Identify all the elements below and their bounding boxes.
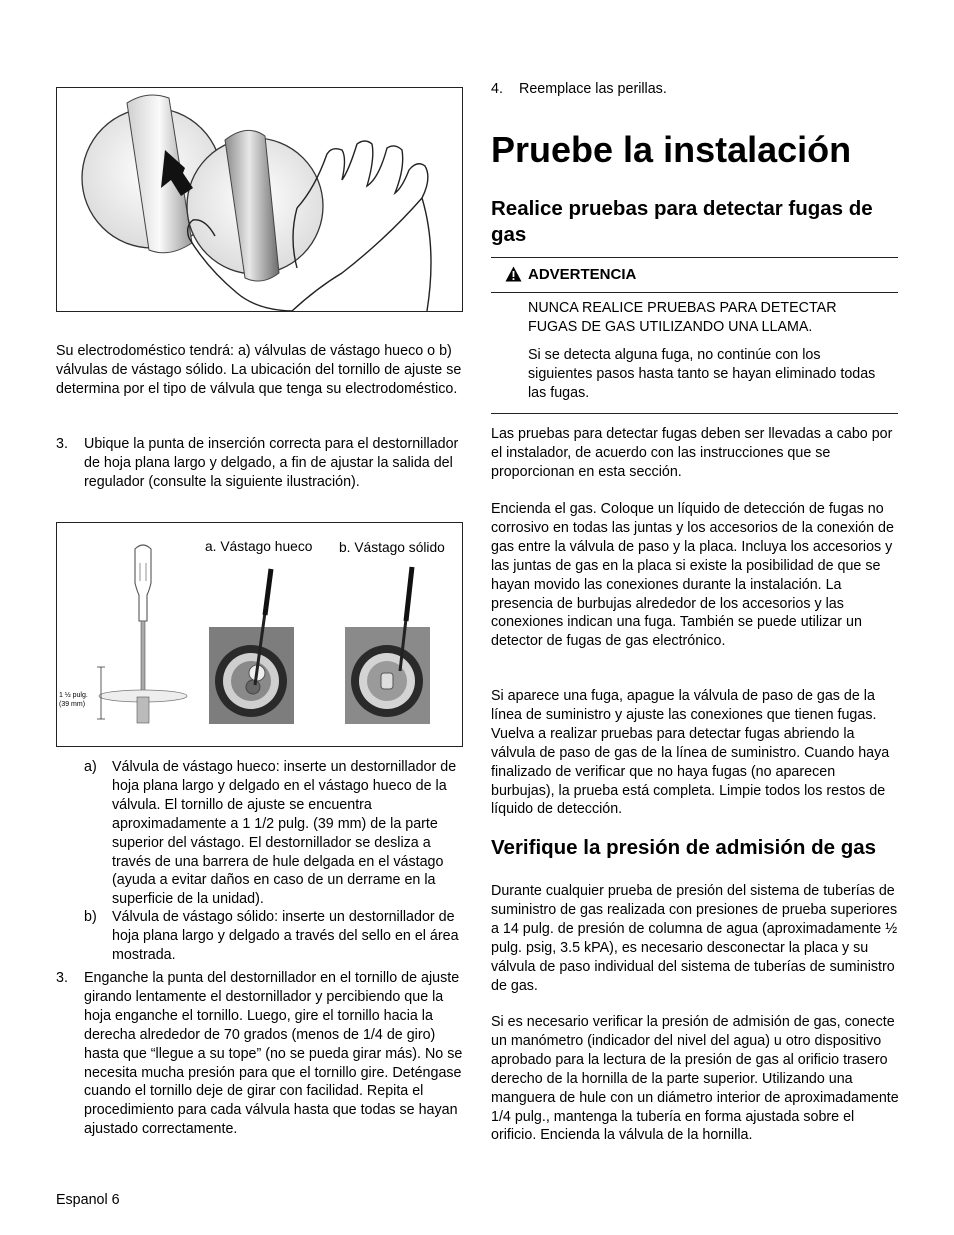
step-4-number: 4. bbox=[491, 81, 503, 97]
warning-top-rule bbox=[491, 257, 898, 258]
dimension-line-2: (39 mm) bbox=[59, 701, 86, 708]
knob-removal-illustration bbox=[57, 88, 462, 311]
valve-intro-paragraph: Su electrodoméstico tendrá: a) válvulas de vástago hueco o b) válvulas de vástago sólido. La ubicación del tornillo de ajuste se determina por el tipo de válvula que tenga su electrodoméstico. bbox=[56, 343, 462, 397]
item-a-letter: a) bbox=[84, 759, 97, 775]
warning-bottom-rule bbox=[491, 413, 898, 414]
warning-text-2: Si se detecta alguna fuga, no continúe con los siguientes pasos hasta tanto se hayan eliminado todas las fugas. bbox=[528, 347, 876, 401]
dimension-line-1: 1 ½ pulg. bbox=[59, 692, 88, 699]
gas-pressure-paragraph-1: Durante cualquier prueba de presión del sistema de tuberías de suministro de gas realizada con presiones de prueba superiores a 14 pulg. de presión de columna de agua (aproximadamente ½ pulg. psig, 3.5 kPA), es necesario desconectar la placa y su válvula de paso individual del sistema de tuberías de suministro de gas. bbox=[491, 883, 898, 994]
step-3b-number: 3. bbox=[56, 970, 68, 986]
item-b-text: Válvula de vástago sólido: inserte un destornillador de hoja plana largo y delgado a través del sello en el área mostrada. bbox=[112, 909, 459, 963]
screwdriver-illustration bbox=[57, 523, 462, 746]
step-3b-text: Enganche la punta del destornillador en el tornillo de ajuste girando lentamente el destornillador y percibiendo que la hoja enganche el tornillo. Luego, gire el tornillo hacia la derecha alrededor de 70 grados (menos de 1/4 de giro) hasta que “llegue a su tope” (no se pueda girar más). No se necesita mucha presión para que el tornillo gire. Deténgase cuando el tornillo deje de girar con facilidad. Repita el procedimiento para cada válvula hasta que todas se hayan ajustado correctamente. bbox=[84, 970, 463, 1138]
item-b-letter: b) bbox=[84, 909, 97, 925]
step-4-text: Reemplace las perillas. bbox=[519, 81, 667, 97]
leak-test-heading: Realice pruebas para detectar fugas de gas bbox=[491, 197, 873, 246]
warning-triangle-icon bbox=[505, 266, 522, 282]
leak-test-paragraph-2: Encienda el gas. Coloque un líquido de detección de fugas no corrosivo en todas las juntas y los accesorios de la conexión de gas entre la válvula de paso y la placa. Incluya los accesorios y las juntas de gas en la placa si existe la posibilidad de que se hayan movido las conexiones durante la instalación. La presencia de burbujas alrededor de los accesorios y las conexiones indican una fuga. También se puede utilizar un detector de fugas de gas electrónico. bbox=[491, 501, 894, 650]
warning-label: ADVERTENCIA bbox=[528, 266, 637, 283]
hollow-stem-label: a. Vástago hueco bbox=[205, 539, 313, 554]
warning-text-1: NUNCA REALICE PRUEBAS PARA DETECTAR FUGAS DE GAS UTILIZANDO UNA LLAMA. bbox=[528, 300, 837, 335]
step-3a-number: 3. bbox=[56, 436, 68, 452]
solid-stem-label: b. Vástago sólido bbox=[339, 540, 445, 555]
page-footer: Espanol 6 bbox=[56, 1192, 120, 1208]
leak-test-paragraph-3: Si aparece una fuga, apague la válvula de paso de gas de la línea de suministro y ajuste las conexiones que tienen fugas. Vuelva a realizar pruebas para detectar fugas abriendo la válvula de paso de gas de la línea de suministro. Cuando haya finalizado de verificar que no haya fugas (no aparecen burbujas), la prueba está completa. Limpie todos los restos de líquido de detección. bbox=[491, 688, 890, 818]
knob-removal-figure bbox=[56, 87, 463, 312]
warning-mid-rule bbox=[491, 292, 898, 293]
page-title: Pruebe la instalación bbox=[491, 129, 852, 170]
gas-pressure-paragraph-2: Si es necesario verificar la presión de admisión de gas, conecte un manómetro (indicador del nivel del agua) u otro dispositivo aprobado para la lectura de la presión de gas al orificio trasero derecho de la hornilla de la parte superior. Utilizando una manguera de hule con un diámetro interior de aproximadamente 1/4 pulg., mantenga la tubería en forma ajustada sobre el orificio. Encienda la válvula de la hornilla. bbox=[491, 1014, 899, 1144]
item-a-text: Válvula de vástago hueco: inserte un destornillador de hoja plana largo y delgado en el vástago hueco de la válvula. El tornillo de ajuste se encuentra aproximadamente a 1 1/2 pulg. (39 mm) de la parte superior del vástago. El destornillador se desliza a través de una barrera de hule delgada en el vástago (ayuda a evitar daños en caso de un derrame en la superficie de la unidad). bbox=[112, 759, 457, 908]
valve-stem-figure bbox=[56, 522, 463, 747]
gas-pressure-heading: Verifique la presión de admisión de gas bbox=[491, 836, 877, 859]
leak-test-paragraph-1: Las pruebas para detectar fugas deben ser llevadas a cabo por el instalador, de acuerdo con las instrucciones que se proporcionan en esta sección. bbox=[491, 426, 893, 480]
step-3a-text: Ubique la punta de inserción correcta para el destornillador de hoja plana largo y delgado, a fin de ajustar la salida del regulador (consulte la siguiente ilustración). bbox=[84, 436, 459, 490]
